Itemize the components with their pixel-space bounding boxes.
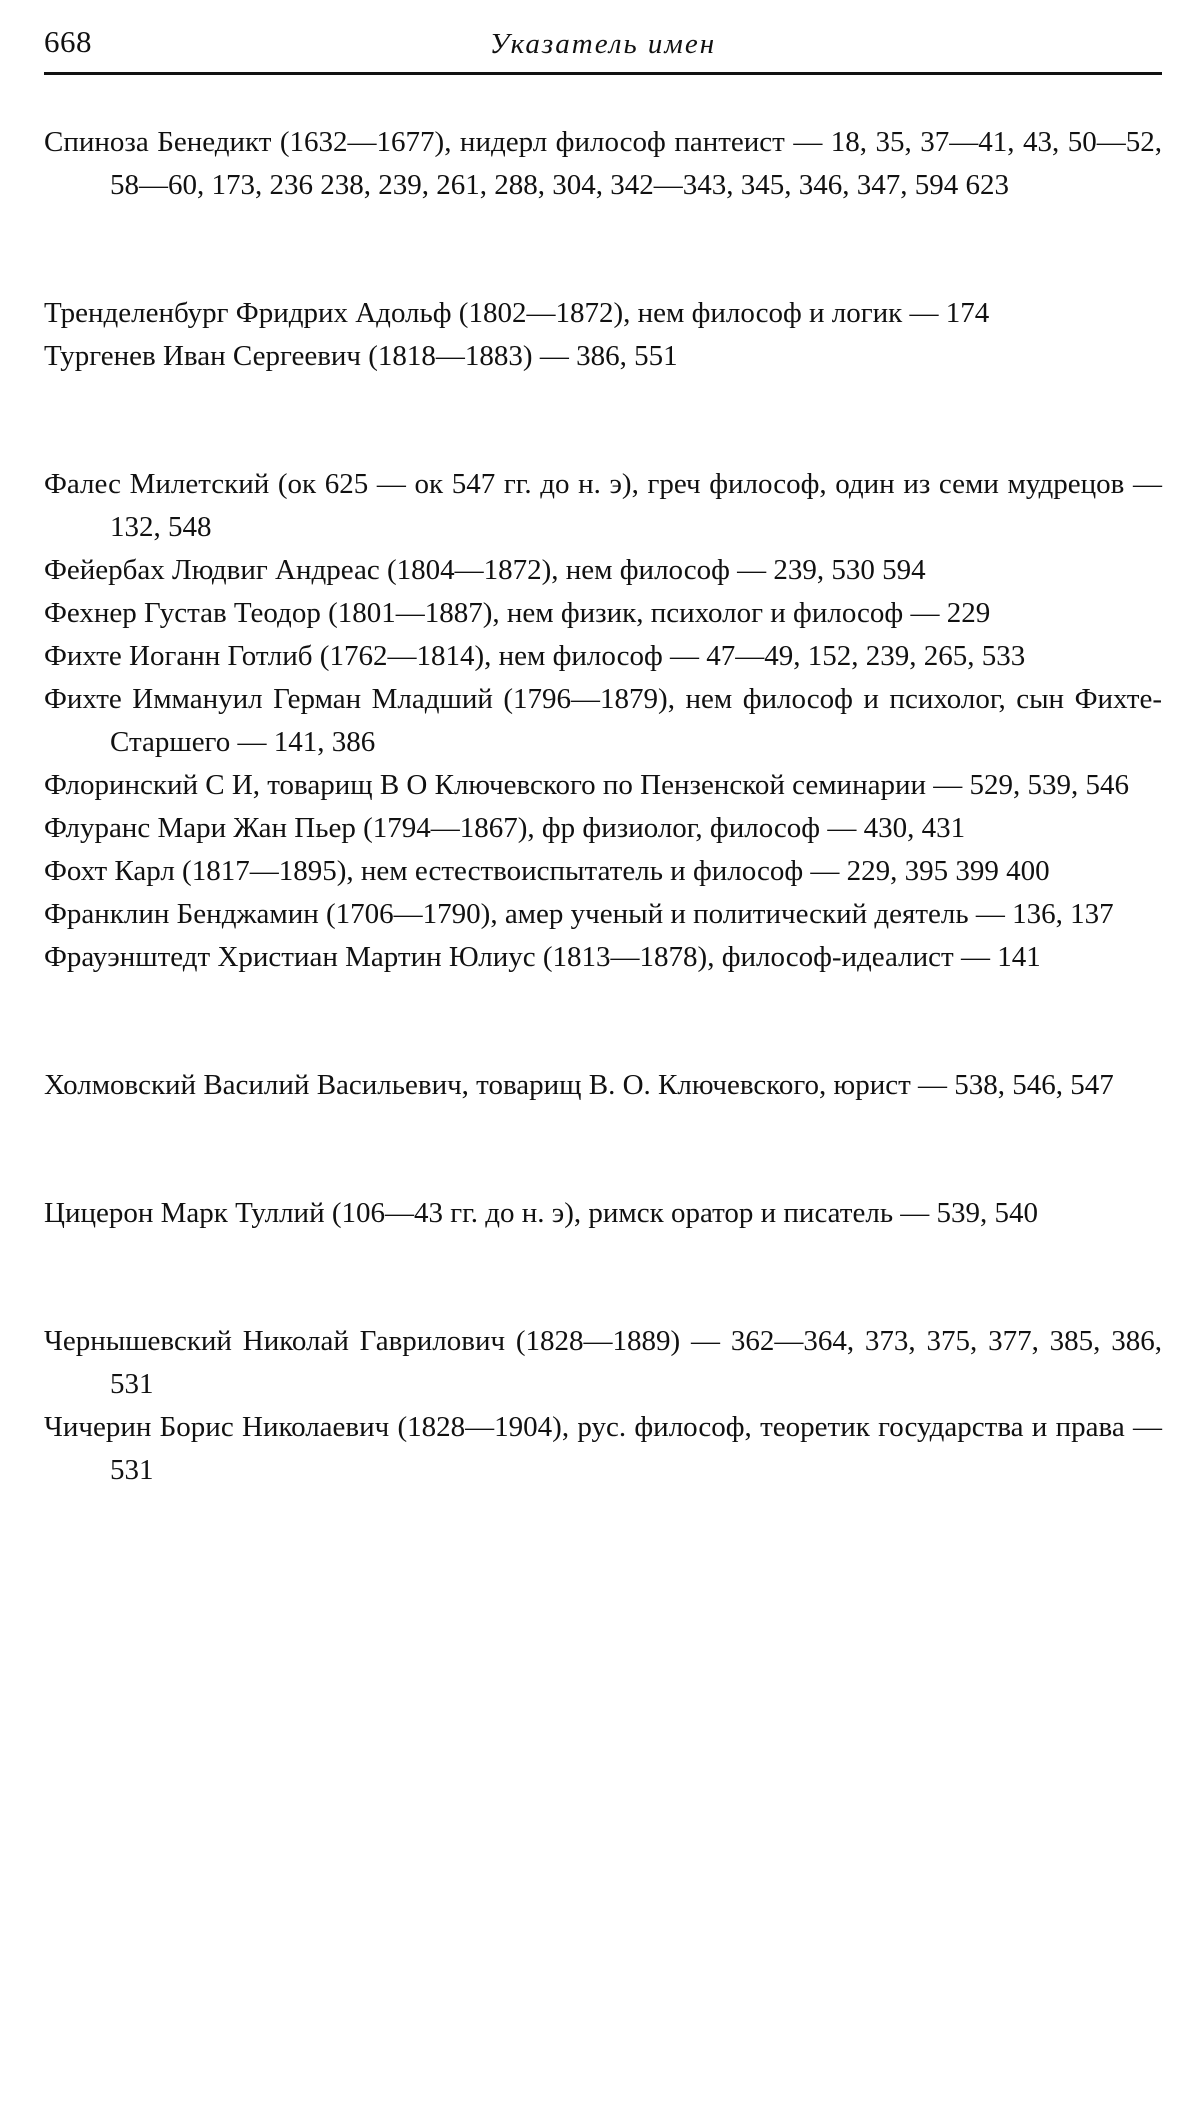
- page-number: 668: [44, 24, 92, 59]
- index-entry: Цицерон Марк Туллий (106—43 гг. до н. э), римск оратор и писатель — 539, 540: [44, 1197, 1039, 1229]
- index-entry: Фрауэнштедт Христиан Мартин Юлиус (1813—1878), философ-идеалист — 141: [44, 941, 1041, 973]
- index-entry: Тургенев Иван Сергеевич (1818—1883) — 386, 551: [44, 340, 678, 372]
- index-entry: Тренделенбург Фридрих Адольф (1802—1872), нем философ и логик — 174: [44, 297, 990, 329]
- index-group-kh: [44, 1064, 1162, 1107]
- index-entry: Фихте Иоганн Готлиб (1762—1814), нем философ — 47—49, 152, 239, 265, 533: [44, 640, 1026, 672]
- index-entry: Фихте Иммануил Герман Младший (1796—1879), нем философ и психолог, сын Фихте-Старшего — 141, 386: [44, 683, 1162, 758]
- running-head: [44, 22, 1162, 72]
- index-group-t: [44, 292, 1162, 378]
- index-entry: Франклин Бенджамин (1706—1790), амер ученый и политический деятель — 136, 137: [44, 898, 1114, 930]
- index-entry: Фейербах Людвиг Андреас (1804—1872), нем философ — 239, 530 594: [44, 554, 926, 586]
- index-entry: Флуранс Мари Жан Пьер (1794—1867), фр физиолог, философ — 430, 431: [44, 812, 966, 844]
- index-group-s: [44, 121, 1162, 207]
- name-index: [44, 121, 1162, 1492]
- running-title: Указатель имен: [489, 28, 717, 60]
- index-entry: Фалес Милетский (ок 625 — ок 547 гг. до н. э), греч философ, один из семи мудрецов — 132, 548: [44, 468, 1162, 543]
- index-entry: Фохт Карл (1817—1895), нем естествоиспытатель и философ — 229, 395 399 400: [44, 855, 1050, 887]
- index-group-ch: [44, 1320, 1162, 1492]
- index-group-ts: [44, 1192, 1162, 1235]
- index-entry: Холмовский Василий Васильевич, товарищ В. О. Ключевского, юрист — 538, 546, 547: [44, 1069, 1114, 1101]
- index-group-f: [44, 463, 1162, 979]
- index-entry: Флоринский С И, товарищ В О Ключевского по Пензенской семинарии — 529, 539, 546: [44, 769, 1129, 801]
- index-entry: Фехнер Густав Теодор (1801—1887), нем физик, психолог и философ — 229: [44, 597, 991, 629]
- index-entry: Чичерин Борис Николаевич (1828—1904), рус. философ, теоретик государства и права — 531: [44, 1411, 1162, 1486]
- index-entry: Спиноза Бенедикт (1632—1677), нидерл философ пантеист — 18, 35, 37—41, 43, 50—52, 58—60, 173, 236 238, 239, 261, 288, 304, 342—343, 345, 346, 347, 594 623: [44, 126, 1162, 201]
- header-rule: [44, 72, 1162, 75]
- index-entry: Чернышевский Николай Гаврилович (1828—1889) — 362—364, 373, 375, 377, 385, 386, 531: [44, 1325, 1162, 1400]
